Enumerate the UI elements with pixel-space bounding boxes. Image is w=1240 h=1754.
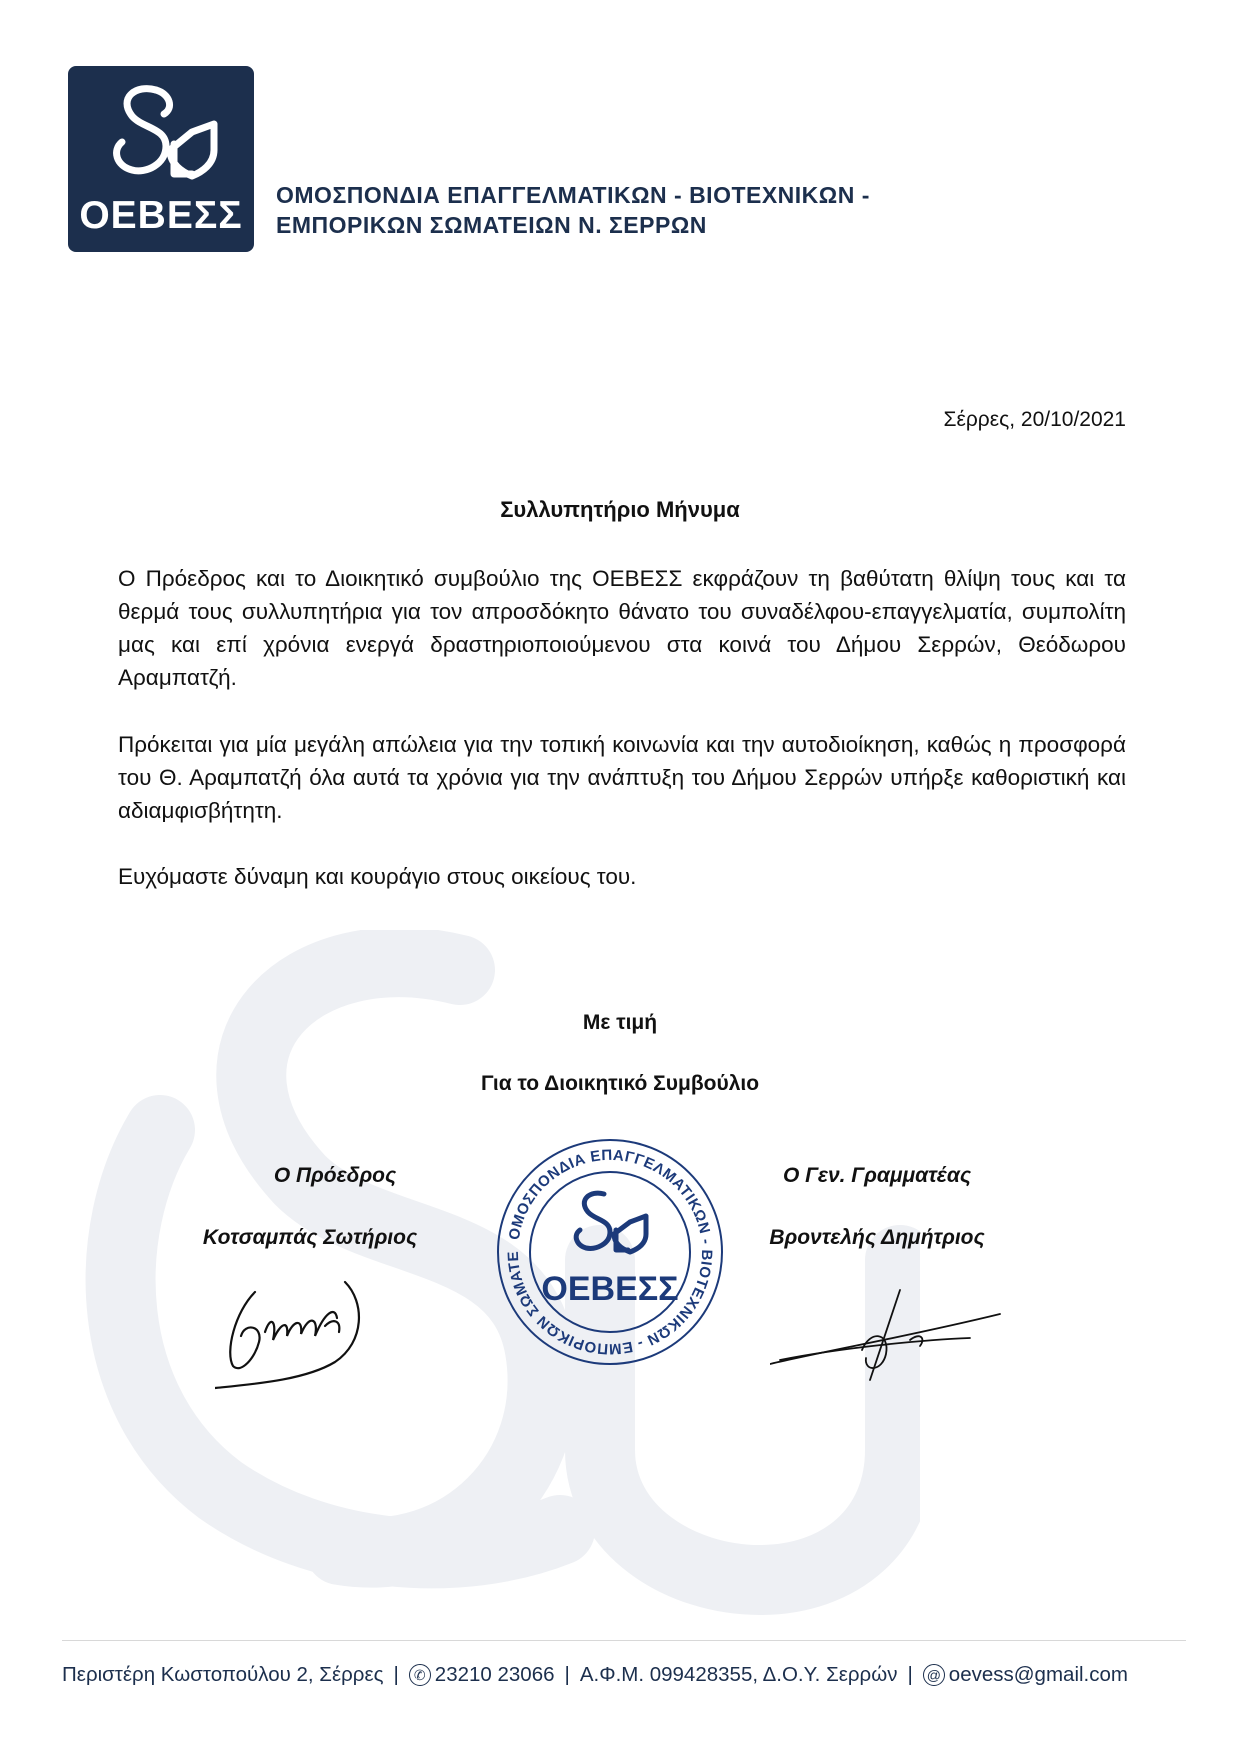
president-name: Κοτσαμπάς Σωτήριος — [202, 1226, 418, 1249]
stamp-seal-icon — [490, 1132, 730, 1372]
on-behalf-line: Για το Διοικητικό Συμβούλιο — [480, 1072, 760, 1095]
footer-tax-info: Α.Φ.Μ. 099428355, Δ.Ο.Υ. Σερρών — [579, 1663, 898, 1686]
paragraph-2: Πρόκειται για μία μεγάλη απώλεια για την τοπική κοινωνία και την αυτοδιοίκηση, καθώς η προσφορά του Θ. Αραμπατζή όλα αυτά τα χρόνια για την ανάπτυξη του Δήμου Σερρών υπήρξε καθοριστική και αδιαμφισβήτητη. — [118, 732, 1126, 823]
footer-separator: | — [393, 1663, 399, 1686]
org-name-line-2: ΕΜΠΟΡΙΚΩΝ ΣΩΜΑΤΕΙΩΝ Ν. ΣΕΡΡΩΝ — [276, 212, 707, 238]
organization-name — [276, 180, 870, 240]
stamp-center-text: ΟΕΒΕΣΣ — [541, 1270, 679, 1308]
lion-shield-icon — [96, 78, 226, 188]
footer-divider — [62, 1640, 1186, 1641]
footer-address: Περιστέρη Κωστοπούλου 2, Σέρρες — [62, 1663, 384, 1686]
president-signature — [215, 1262, 395, 1392]
paragraph-3: Ευχόμαστε δύναμη και κουράγιο στους οικείους του. — [118, 864, 637, 889]
org-name-line-1: ΟΜΟΣΠΟΝΔΙΑ ΕΠΑΓΓΕΛΜΑΤΙΚΩΝ - ΒΙΟΤΕΧΝΙΚΩΝ - — [276, 182, 870, 208]
footer-contact-bar — [62, 1663, 1186, 1687]
paragraph-1: Ο Πρόεδρος και το Διοικητικό συμβούλιο της ΟΕΒΕΣΣ εκφράζουν τη βαθύτατη θλίψη τους και τα θερμά τους συλλυπητήρια για τον απροσδόκητο θάνατο του συναδέλφου-επαγγελματία, συμπολίτη μας και επί χρόνια ενεργά δραστηριοποιούμενου στα κοινά του Δήμου Σερρών, Θεόδωρου Αραμπατζή. — [118, 566, 1126, 690]
phone-icon: ✆ — [409, 1664, 431, 1686]
letter-date: Σέρρες, 20/10/2021 — [943, 408, 1126, 431]
footer-phone[interactable]: 23210 23066 — [434, 1663, 555, 1686]
footer-separator: | — [907, 1663, 913, 1686]
org-logo — [68, 66, 254, 252]
footer-separator: | — [564, 1663, 570, 1686]
secretary-name: Βροντελής Δημήτριος — [769, 1226, 985, 1249]
stamp-ring-text: ΟΜΟΣΠΟΝΔΙΑ ΕΠΑΓΓΕΛΜΑΤΙΚΩΝ - ΒΙΟΤΕΧΝΙΚΩΝ - ΕΜΠΟΡΙΚΩΝ ΣΩΜΑΤΕ — [504, 1146, 716, 1358]
footer-email[interactable]: oevess@gmail.com — [948, 1663, 1128, 1686]
letter-title: Συλλυπητήριο Μήνυμα — [500, 497, 740, 522]
president-role: Ο Πρόεδρος — [273, 1164, 397, 1187]
secretary-role: Ο Γεν. Γραμματέας — [782, 1164, 972, 1187]
at-icon: @ — [923, 1664, 945, 1686]
official-stamp — [490, 1132, 730, 1372]
closing-salutation: Με τιμή — [582, 1011, 658, 1034]
secretary-signature — [770, 1280, 1010, 1390]
stamp-lion-icon — [576, 1193, 646, 1252]
logo-wordmark: ΟΕΒΕΣΣ — [79, 194, 243, 237]
